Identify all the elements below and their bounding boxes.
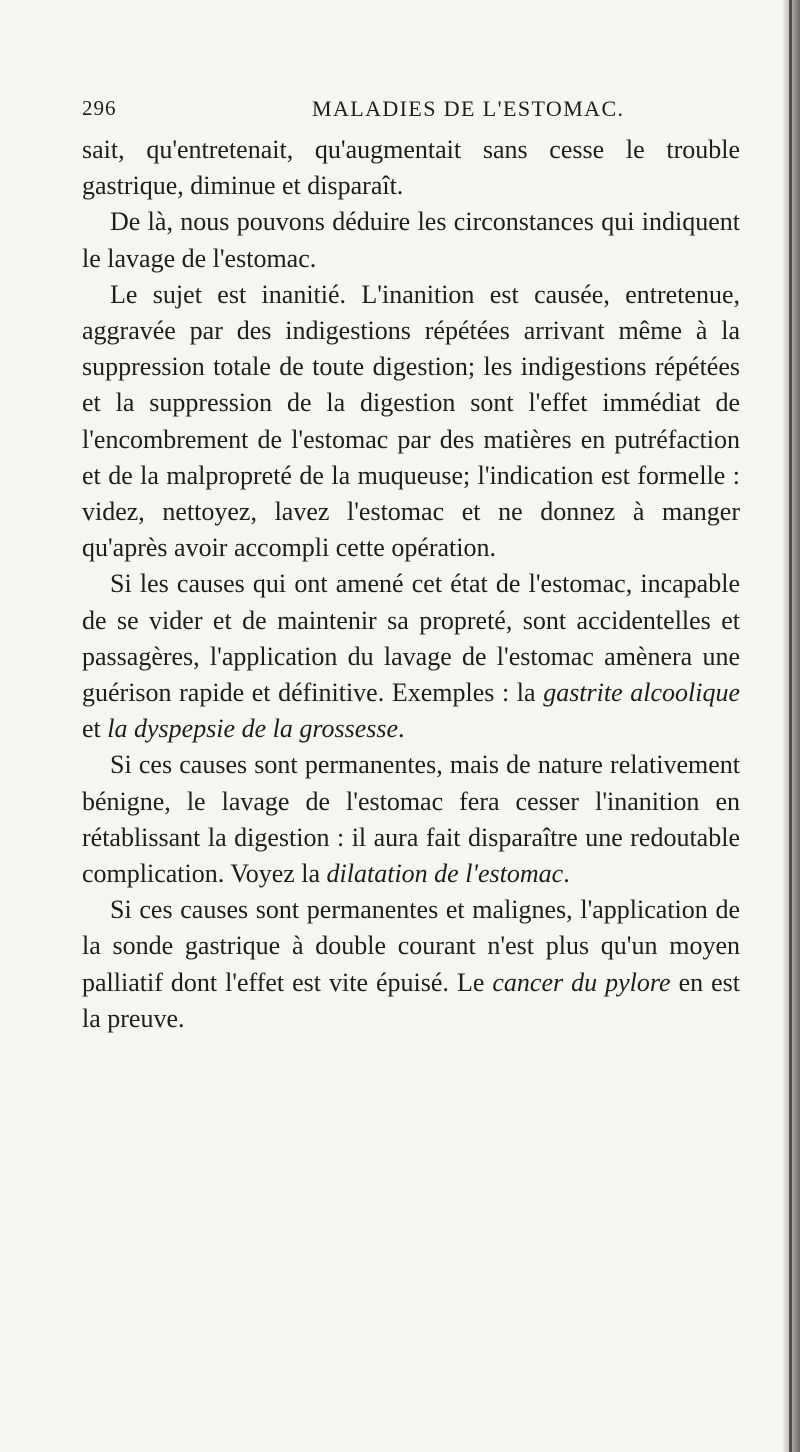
paragraph-4-text-after: . [398,714,405,744]
paragraph-6-text-before: Si ces causes sont permanentes et malignes, l'application de la sonde gastrique à double courant n'est plus qu'un moyen palliatif dont l'effet est vite épuisé. Le [82,895,740,997]
paragraph-3 [82,277,740,567]
paragraph-6-italic: cancer du pylore [492,967,671,997]
paragraph-4-text-before: Si les causes qui ont amené cet état de l'estomac, incapable de se vider et de maintenir sa propreté, sont accidentelles et passagères, l'application du lavage de l'estomac amènera une guérison rapide et définitive. Exemples : la [82,569,740,708]
page-edge-line [789,0,792,1452]
paragraph-1 [82,132,740,204]
page-number: 296 [82,96,117,120]
paragraph-4-italic-2: la dyspepsie de la grossesse [107,714,399,744]
paragraph-1-text: sait, qu'entretenait, qu'augmentait sans cesse le trouble gastrique, diminue et disparaît. [82,135,740,201]
paragraph-5 [82,747,740,892]
running-head: MALADIES DE L'ESTOMAC. [312,96,625,121]
paragraph-5-text-after: . [563,859,570,889]
paragraph-5-italic: dilatation de l'estomac [326,859,564,889]
paragraph-6-text-after: en est la preuve. [82,967,741,1033]
paragraph-2-text: De là, nous pouvons déduire les circonstances qui indiquent le lavage de l'estomac. [82,207,740,273]
paragraph-4 [82,566,740,747]
paragraph-6 [82,892,740,1037]
body-text [82,132,740,1037]
paragraph-5-text-before: Si ces causes sont permanentes, mais de nature relativement bénigne, le lavage de l'estomac fera cesser l'inanition en rétablissant la digestion : il aura fait disparaître une redoutable complication. Voyez la [82,750,740,889]
paragraph-4-italic-1: gastrite alcoolique [543,678,740,708]
paragraph-4-text-middle: et [82,714,108,744]
page-header [82,96,742,126]
paragraph-2 [82,204,740,276]
paragraph-3-text: Le sujet est inanitié. L'inanition est causée, entretenue, aggravée par des indigestions répétées arrivant même à la suppression totale de toute digestion; les indigestions répétées et la suppression de la digestion sont l'effet immédiat de l'encombrement de l'estomac par des matières en putréfaction et de la malpropreté de la muqueuse; l'indication est formelle : videz, nettoyez, lavez l'estomac et ne donnez à manger qu'après avoir accompli cette opération. [82,279,740,563]
